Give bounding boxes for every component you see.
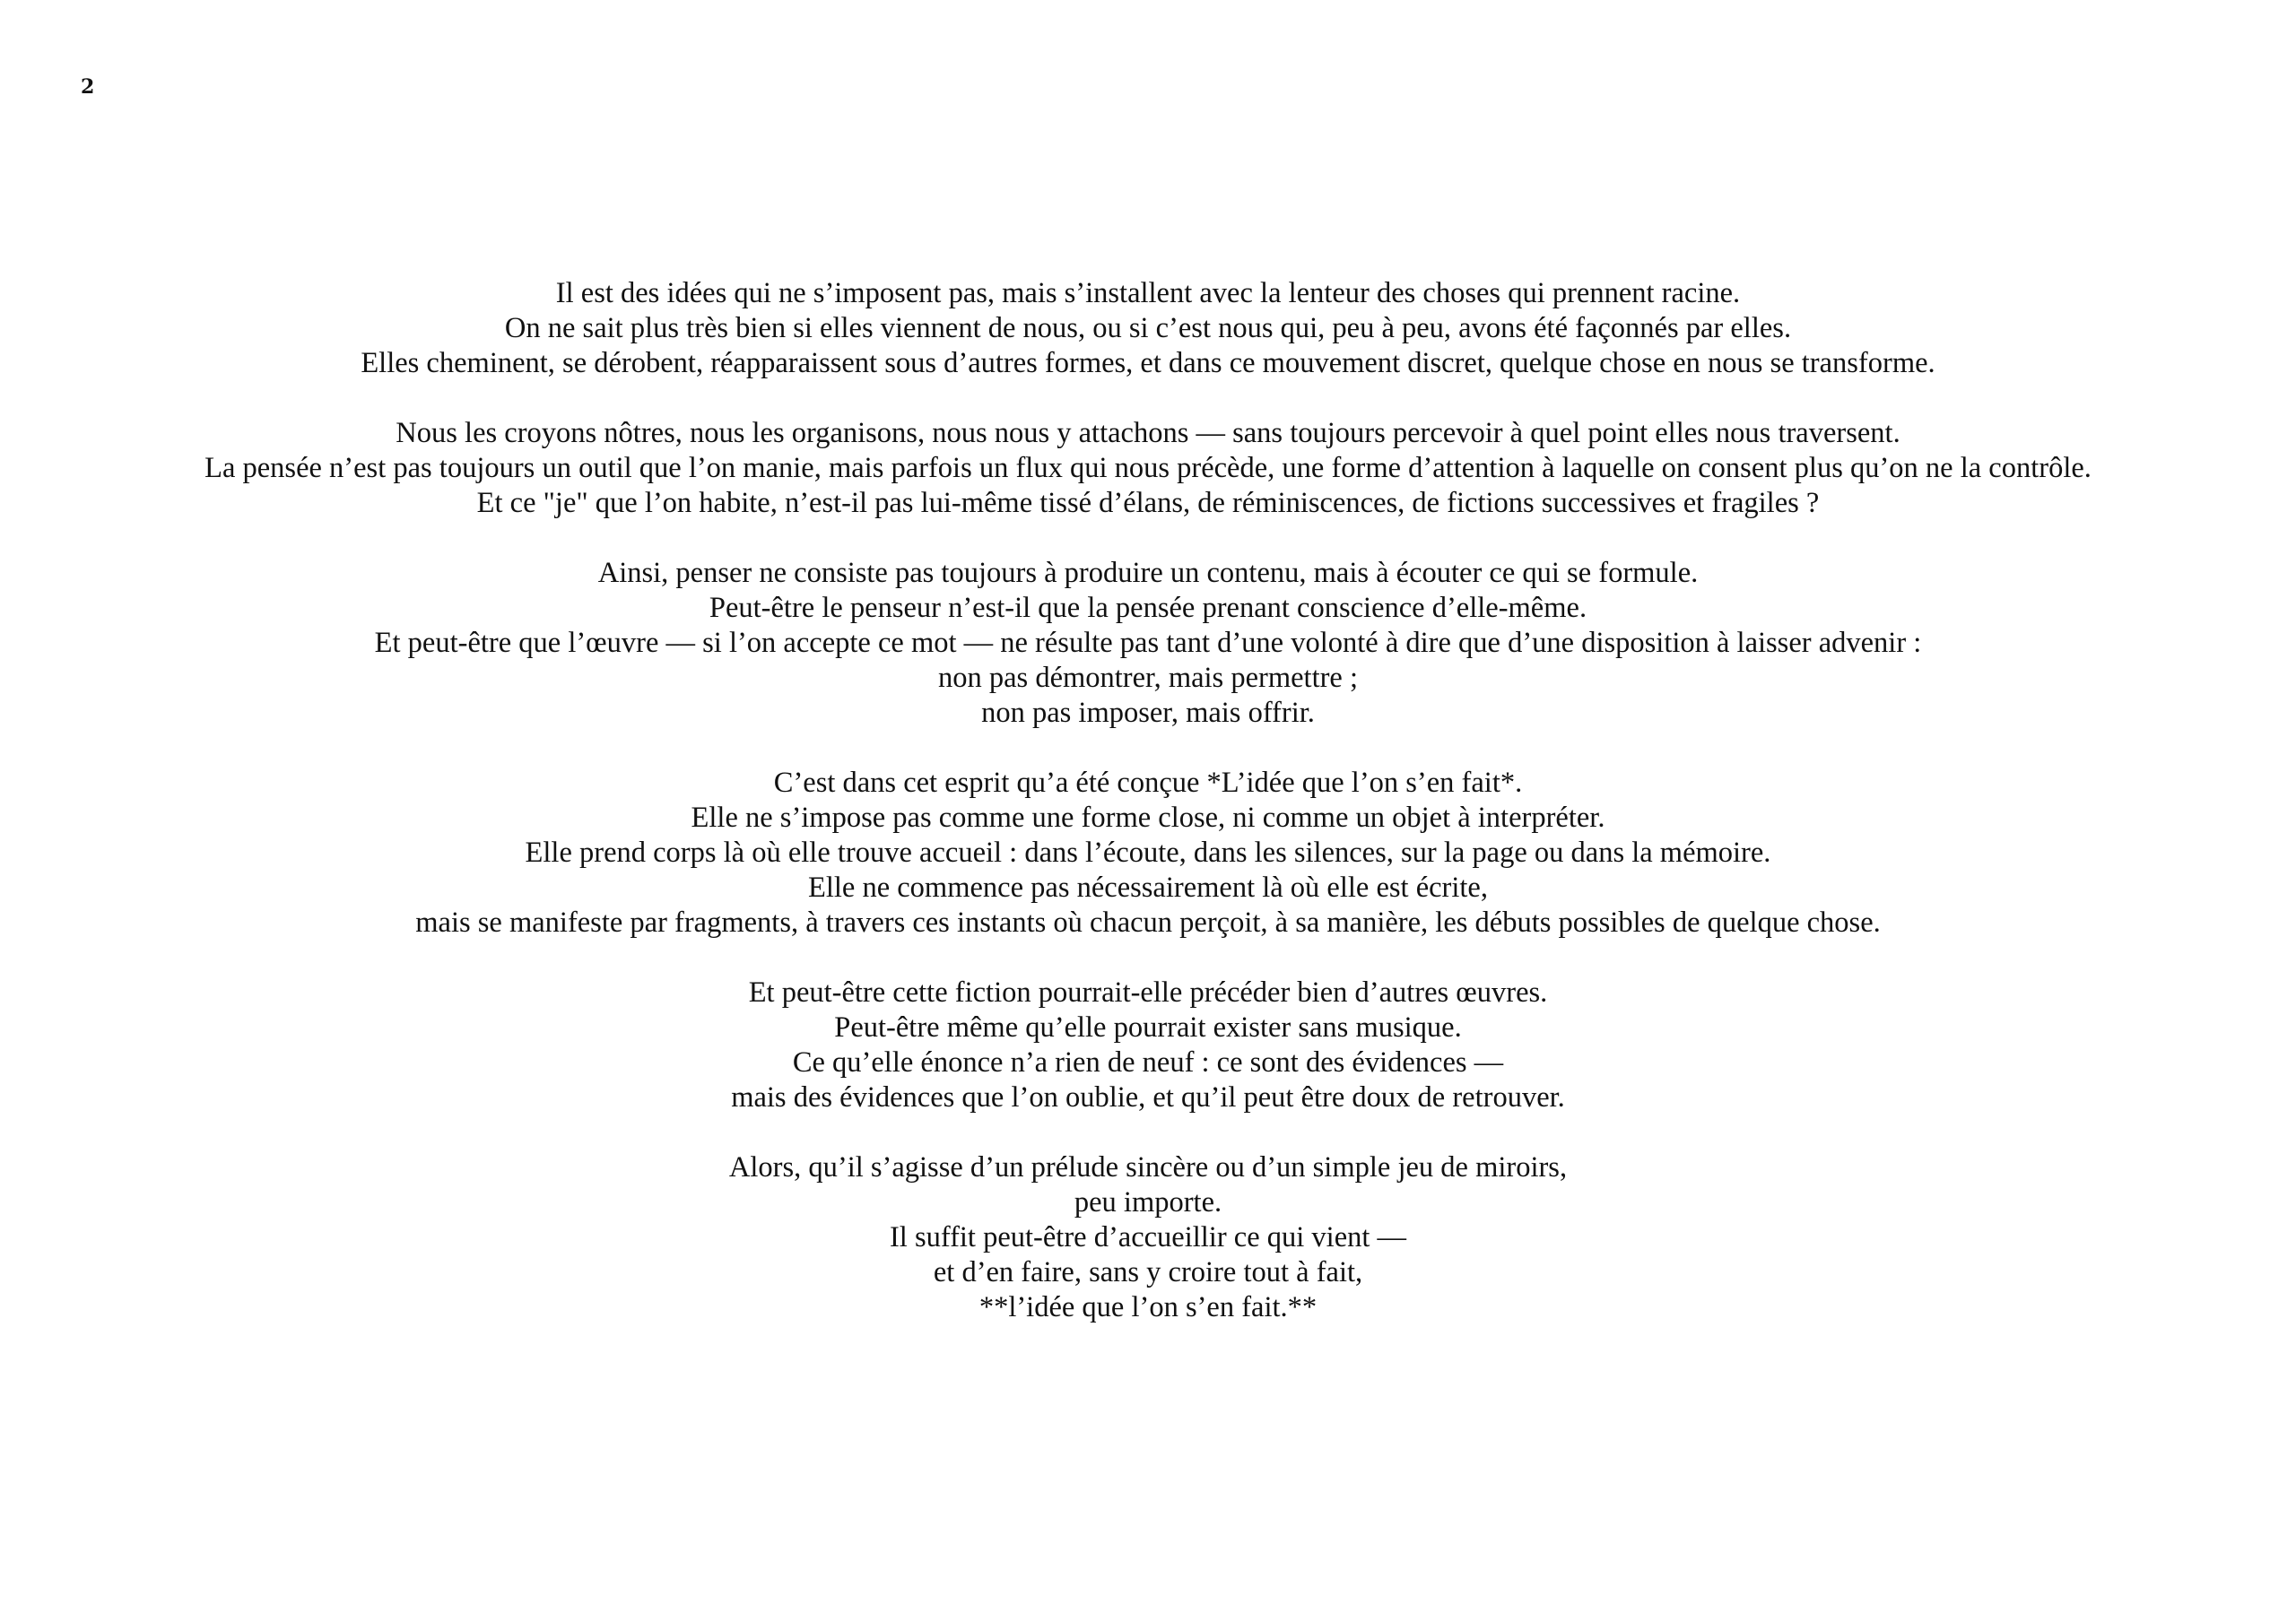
text-line: Peut-être le penseur n’est-il que la pensée prenant conscience d’elle-même. [709, 592, 1587, 624]
text-line: non pas démontrer, mais permettre ; [938, 662, 1358, 694]
text-line: peu importe. [1074, 1186, 1222, 1219]
text-line: non pas imposer, mais offrir. [981, 697, 1315, 729]
text-line: Alors, qu’il s’agisse d’un prélude sincère ou d’un simple jeu de miroirs, [728, 1151, 1568, 1184]
text-line: et d’en faire, sans y croire tout à fait, [933, 1256, 1363, 1288]
text-line: Elles cheminent, se dérobent, réapparaissent sous d’autres formes, et dans ce mouvement discret, quelque chose en nous se transforme. [361, 347, 1935, 379]
text-line: Elle ne s’impose pas comme une forme close, ni comme un objet à interpréter. [691, 802, 1605, 834]
text-line: La pensée n’est pas toujours un outil que l’on manie, mais parfois un flux qui nous précède, une forme d’attention à laquelle on consent plus qu’on ne la contrôle. [204, 452, 2092, 484]
page-number: 2 [81, 75, 95, 99]
text-line: Ce qu’elle énonce n’a rien de neuf : ce sont des évidences — [792, 1046, 1504, 1079]
text-line: Et peut-être cette fiction pourrait-elle précéder bien d’autres œuvres. [748, 976, 1548, 1009]
text-line: Et peut-être que l’œuvre — si l’on accepte ce mot — ne résulte pas tant d’une volonté à dire que d’une disposition à laisser advenir : [374, 627, 1922, 659]
text-line: Elle prend corps là où elle trouve accueil : dans l’écoute, dans les silences, sur la page ou dans la mémoire. [525, 837, 1771, 869]
paragraph [0, 416, 2296, 521]
text-line: Il suffit peut-être d’accueillir ce qui vient — [889, 1221, 1407, 1253]
paragraph [0, 276, 2296, 381]
text-line: mais des évidences que l’on oublie, et qu’il peut être doux de retrouver. [731, 1081, 1565, 1114]
text-line: Nous les croyons nôtres, nous les organisons, nous nous y attachons — sans toujours percevoir à quel point elles nous traversent. [396, 417, 1900, 449]
text-line: **l’idée que l’on s’en fait.** [978, 1291, 1318, 1323]
prose-block [0, 276, 2296, 1325]
paragraph [0, 556, 2296, 731]
text-line: On ne sait plus très bien si elles viennent de nous, ou si c’est nous qui, peu à peu, avons été façonnés par elles. [504, 312, 1792, 344]
text-line: Peut-être même qu’elle pourrait exister sans musique. [834, 1011, 1462, 1044]
text-line: Ainsi, penser ne consiste pas toujours à produire un contenu, mais à écouter ce qui se formule. [597, 557, 1699, 589]
text-line: mais se manifeste par fragments, à travers ces instants où chacun perçoit, à sa manière, les débuts possibles de quelque chose. [415, 906, 1881, 939]
text-line: Elle ne commence pas nécessairement là où elle est écrite, [808, 872, 1488, 904]
paragraph [0, 1150, 2296, 1325]
text-line: Et ce "je" que l’on habite, n’est-il pas lui-même tissé d’élans, de réminiscences, de fictions successives et fragiles ? [476, 487, 1820, 519]
text-line: Il est des idées qui ne s’imposent pas, mais s’installent avec la lenteur des choses qui prennent racine. [555, 277, 1741, 309]
paragraph [0, 766, 2296, 941]
text-line: C’est dans cet esprit qu’a été conçue *L’idée que l’on s’en fait*. [773, 767, 1523, 799]
paragraph [0, 976, 2296, 1115]
